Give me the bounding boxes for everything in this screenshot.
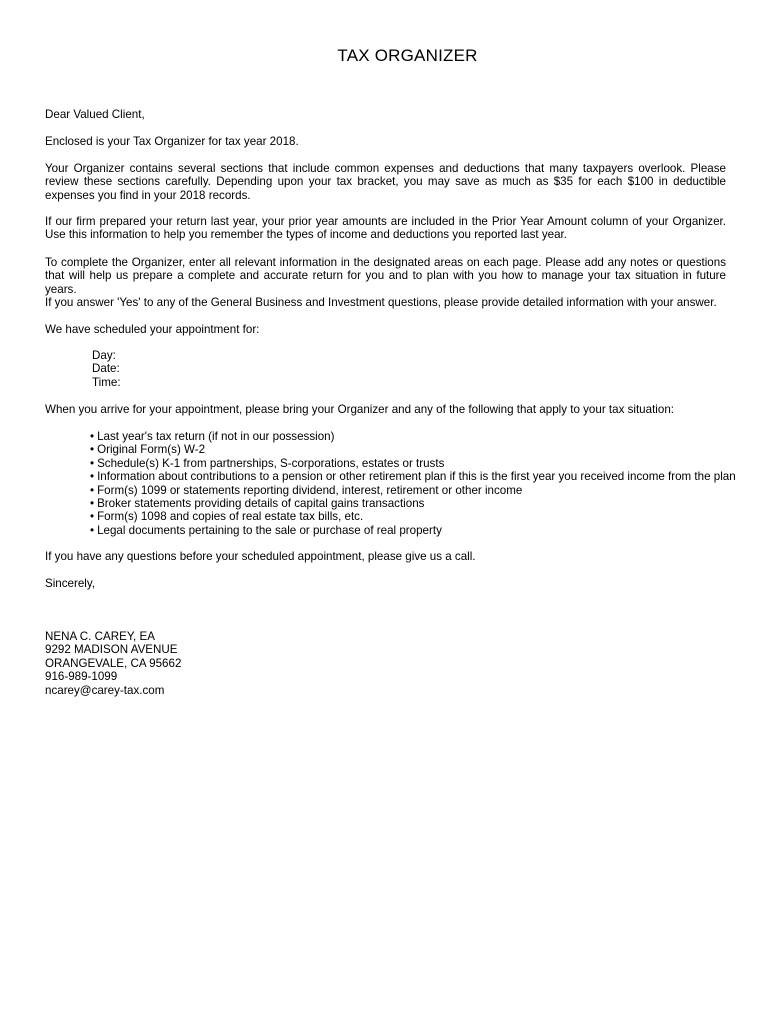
signer-phone: 916-989-1099	[45, 670, 118, 684]
list-item: • Information about contributions to a pension or other retirement plan if this is the first year you received income from the plan	[90, 470, 736, 484]
list-item: • Last year's tax return (if not in our possession)	[90, 430, 335, 443]
appointment-day-label: Day:	[92, 349, 116, 362]
appointment-intro: We have scheduled your appointment for:	[45, 323, 260, 336]
appointment-details	[92, 349, 121, 389]
bullet-icon: •	[90, 523, 95, 537]
signer-email: ncarey@carey-tax.com	[45, 683, 165, 697]
questions-paragraph: If you answer 'Yes' to any of the General Business and Investment questions, please provide detailed information with your answer.	[45, 296, 717, 309]
list-item: • Form(s) 1099 or statements reporting dividend, interest, retirement or other income	[90, 483, 523, 497]
bullet-icon: •	[90, 483, 95, 497]
list-item: • Broker statements providing details of capital gains transactions	[90, 496, 425, 510]
page-title: TAX ORGANIZER	[337, 46, 478, 65]
signature-block	[45, 630, 181, 697]
instructions-paragraph: To complete the Organizer, enter all relevant information in the designated areas on each page. Please add any notes or questions that will help us prepare a complete and accurate return for you and to plan with you how to manage your tax situation in future years.	[45, 256, 726, 296]
call-us-paragraph: If you have any questions before your scheduled appointment, please give us a call.	[45, 550, 476, 563]
bring-items-paragraph: When you arrive for your appointment, please bring your Organizer and any of the following that apply to your tax situation:	[45, 403, 674, 416]
list-item: • Schedule(s) K-1 from partnerships, S-corporations, estates or trusts	[90, 456, 445, 470]
bullet-icon: •	[90, 430, 95, 443]
list-item: • Form(s) 1098 and copies of real estate tax bills, etc.	[90, 510, 364, 524]
closing: Sincerely,	[45, 577, 96, 590]
list-item: • Original Form(s) W-2	[90, 443, 206, 457]
signer-street: 9292 MADISON AVENUE	[45, 643, 178, 657]
bullet-icon: •	[90, 456, 95, 470]
salutation: Dear Valued Client,	[45, 108, 145, 121]
bring-items-list	[90, 430, 736, 537]
bullet-icon: •	[90, 470, 95, 484]
bullet-icon: •	[90, 510, 95, 524]
appointment-time-label: Time:	[92, 375, 121, 389]
bullet-icon: •	[90, 443, 95, 457]
overview-paragraph: Your Organizer contains several sections that include common expenses and deductions that many taxpayers overlook. Please review these sections carefully. Depending upon your tax bracket, you may save as much as $35 for each $100 in deductible expenses you find in your 2018 records.	[45, 162, 726, 202]
signer-city: ORANGEVALE, CA 95662	[45, 656, 182, 670]
prior-year-paragraph: If our firm prepared your return last year, your prior year amounts are included in the Prior Year Amount column of your Organizer. Use this information to help you remember the types of income and deductions you reported last year.	[45, 215, 726, 242]
appointment-date-label: Date:	[92, 362, 120, 376]
list-item: • Legal documents pertaining to the sale or purchase of real property	[90, 523, 442, 537]
intro-paragraph: Enclosed is your Tax Organizer for tax year 2018.	[45, 135, 299, 148]
bullet-icon: •	[90, 496, 95, 510]
signer-name: NENA C. CAREY, EA	[45, 630, 155, 643]
